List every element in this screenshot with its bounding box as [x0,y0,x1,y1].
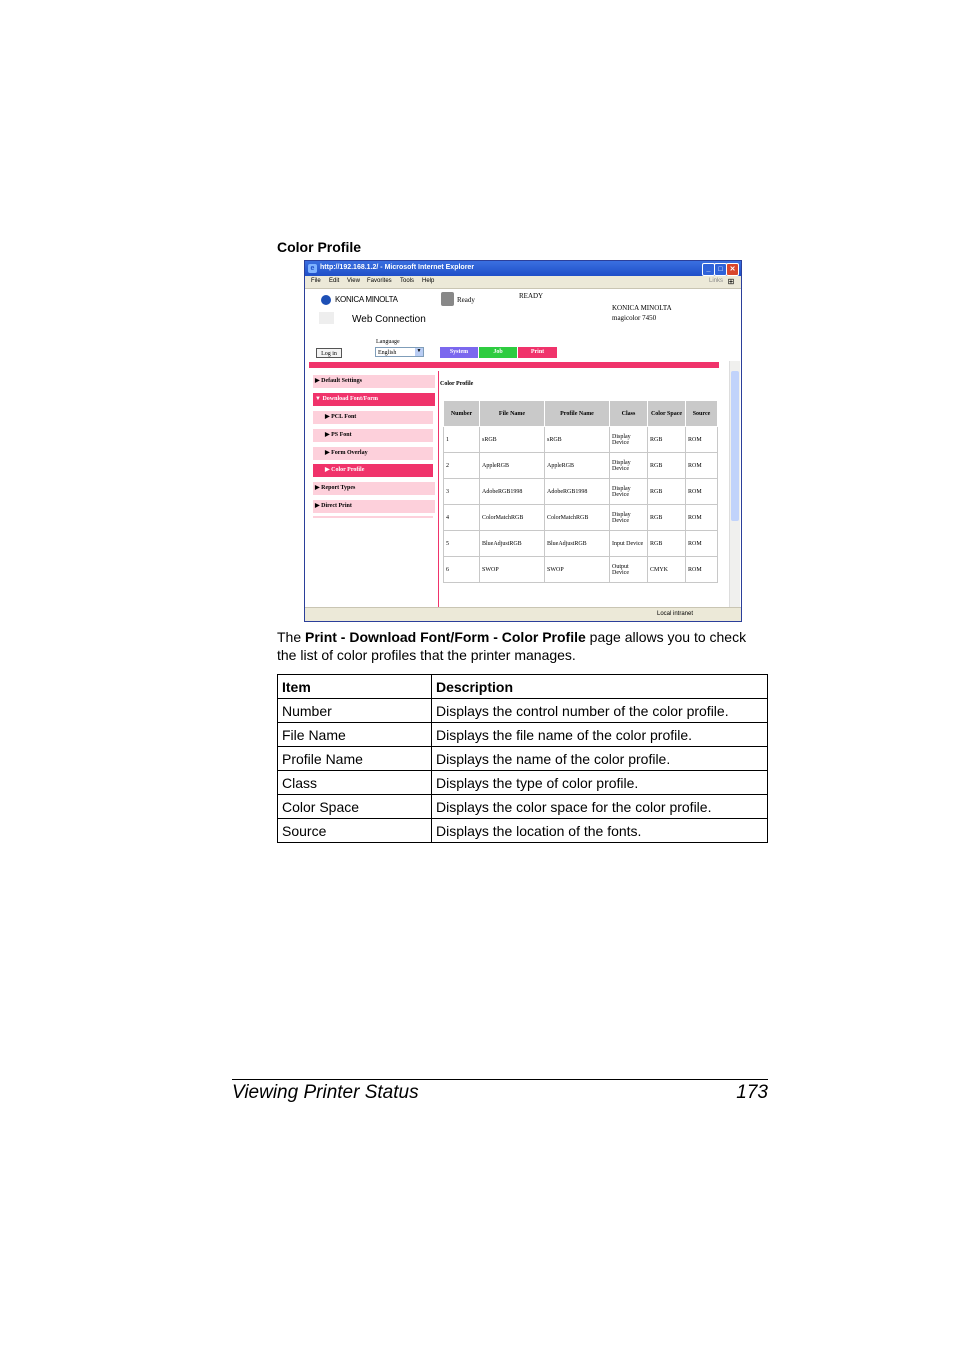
table-row [444,453,718,479]
description-paragraph [277,628,767,664]
table-row [444,531,718,557]
cell: AdobeRGB1998 [545,479,610,505]
menu-view[interactable]: View [347,278,360,284]
cell: sRGB [480,427,545,453]
profile-table [443,400,718,583]
cell: 4 [444,505,480,531]
item-cell: Source [278,819,432,843]
description-cell: Displays the color space for the color profile. [432,795,768,819]
para-text: page allows you to check the list of color profiles that the printer manages. [277,629,747,663]
table-row [444,557,718,583]
header-divider [309,362,719,368]
scrollbar-thumb[interactable] [731,371,739,521]
cell: 3 [444,479,480,505]
cell: Display Device [610,427,648,453]
table-row [278,723,768,747]
status-zone: Local intranet [657,611,694,617]
cell: RGB [648,427,686,453]
item-description-table [277,674,768,843]
cell: SWOP [545,557,610,583]
nav-divider [313,516,433,518]
cell: 6 [444,557,480,583]
printer-icon [441,292,454,306]
brand-logo: KONICA MINOLTA [335,295,398,304]
nav-pcl-font[interactable]: ▶ PCL Font [313,411,433,424]
status-bar [305,607,741,622]
col-header: Color Space [648,401,686,427]
cell: Input Device [610,531,648,557]
nav-default-settings[interactable]: ▶ Default Settings [313,375,435,388]
pagescope-logo-icon [319,312,334,324]
minimize-icon[interactable]: _ [702,263,715,276]
konica-logo-icon [321,295,331,305]
content-divider [438,371,439,607]
cell: ColorMatchRGB [545,505,610,531]
table-row [278,699,768,723]
language-value: English [378,350,397,356]
tab-print[interactable]: Print [518,347,557,358]
menu-file[interactable]: File [311,278,321,284]
item-cell: Number [278,699,432,723]
ie-icon: e [308,264,317,273]
table-row [278,747,768,771]
tab-system[interactable]: System [440,347,478,358]
cell: ROM [686,453,718,479]
cell: 1 [444,427,480,453]
cell: ROM [686,505,718,531]
language-select[interactable] [375,347,424,357]
cell: ROM [686,479,718,505]
nav-report-types[interactable]: ▶ Report Types [313,482,435,495]
status-message: READY [519,292,544,300]
para-text: The [277,629,306,645]
footer-rule [232,1079,768,1080]
col-header: File Name [480,401,545,427]
status-ready: Ready [457,296,475,304]
product-name: Web Connection [352,314,426,325]
para-bold: Print - Download Font/Form - Color Profile [305,629,586,645]
browser-window [304,260,742,622]
nav-download-font-form[interactable]: ▼ Download Font/Form [313,393,435,406]
footer-title: Viewing Printer Status [232,1082,419,1103]
tab-job[interactable]: Job [479,347,517,358]
cell: ColorMatchRGB [480,505,545,531]
windows-logo-icon: ⊞ [727,277,735,286]
window-title: http://192.168.1.2/ - Microsoft Internet Explorer [320,264,475,271]
nav-color-profile[interactable]: ▶ Color Profile [313,464,433,477]
links-button[interactable]: Links [708,278,723,284]
menu-edit[interactable]: Edit [329,278,340,284]
table-row [444,479,718,505]
cell: AppleRGB [480,453,545,479]
section-title: Color Profile [277,239,362,255]
cell: Display Device [610,479,648,505]
table-header-row [278,675,768,699]
description-cell: Displays the file name of the color profile. [432,723,768,747]
col-header-description: Description [432,675,768,699]
description-cell: Displays the type of color profile. [432,771,768,795]
cell: ROM [686,557,718,583]
description-cell: Displays the control number of the color profile. [432,699,768,723]
cell: BlueAdjustRGB [480,531,545,557]
table-row [278,771,768,795]
cell: sRGB [545,427,610,453]
cell: RGB [648,479,686,505]
cell: RGB [648,453,686,479]
page-number: 173 [736,1082,768,1103]
cell: Display Device [610,505,648,531]
cell: RGB [648,505,686,531]
login-button[interactable]: Log in [316,348,342,358]
close-icon[interactable]: ✕ [726,263,739,276]
cell: AppleRGB [545,453,610,479]
col-header: Number [444,401,480,427]
printer-model: magicolor 7450 [612,314,657,322]
language-label: Language [376,339,400,345]
item-cell: File Name [278,723,432,747]
title-bar [305,261,741,276]
table-row [444,505,718,531]
cell: 2 [444,453,480,479]
nav-ps-font[interactable]: ▶ PS Font [313,429,433,442]
menu-help[interactable]: Help [422,278,435,284]
cell: Display Device [610,453,648,479]
col-header-item: Item [278,675,432,699]
description-cell: Displays the location of the fonts. [432,819,768,843]
table-row [444,427,718,453]
menu-favorites[interactable]: Favorites [367,278,392,284]
cell: SWOP [480,557,545,583]
cell: ROM [686,427,718,453]
web-content [307,289,727,607]
cell: 5 [444,531,480,557]
item-cell: Profile Name [278,747,432,771]
table-row [278,819,768,843]
nav-form-overlay[interactable]: ▶ Form Overlay [313,447,433,460]
cell: RGB [648,531,686,557]
chevron-down-icon[interactable]: ▼ [416,349,422,354]
item-cell: Color Space [278,795,432,819]
cell: AdobeRGB1998 [480,479,545,505]
cell: BlueAdjustRGB [545,531,610,557]
col-header: Source [686,401,718,427]
brand-text: KONICA MINOLTA [612,304,672,312]
col-header: Profile Name [545,401,610,427]
nav-direct-print[interactable]: ▶ Direct Print [313,500,435,513]
description-cell: Displays the name of the color profile. [432,747,768,771]
content-title: Color Profile [440,381,474,387]
menu-bar [305,276,741,289]
col-header: Class [610,401,648,427]
vertical-scrollbar[interactable] [729,361,740,607]
cell: CMYK [648,557,686,583]
item-cell: Class [278,771,432,795]
cell: Output Device [610,557,648,583]
maximize-icon[interactable]: □ [714,263,727,276]
table-row [278,795,768,819]
cell: ROM [686,531,718,557]
menu-tools[interactable]: Tools [400,278,415,284]
